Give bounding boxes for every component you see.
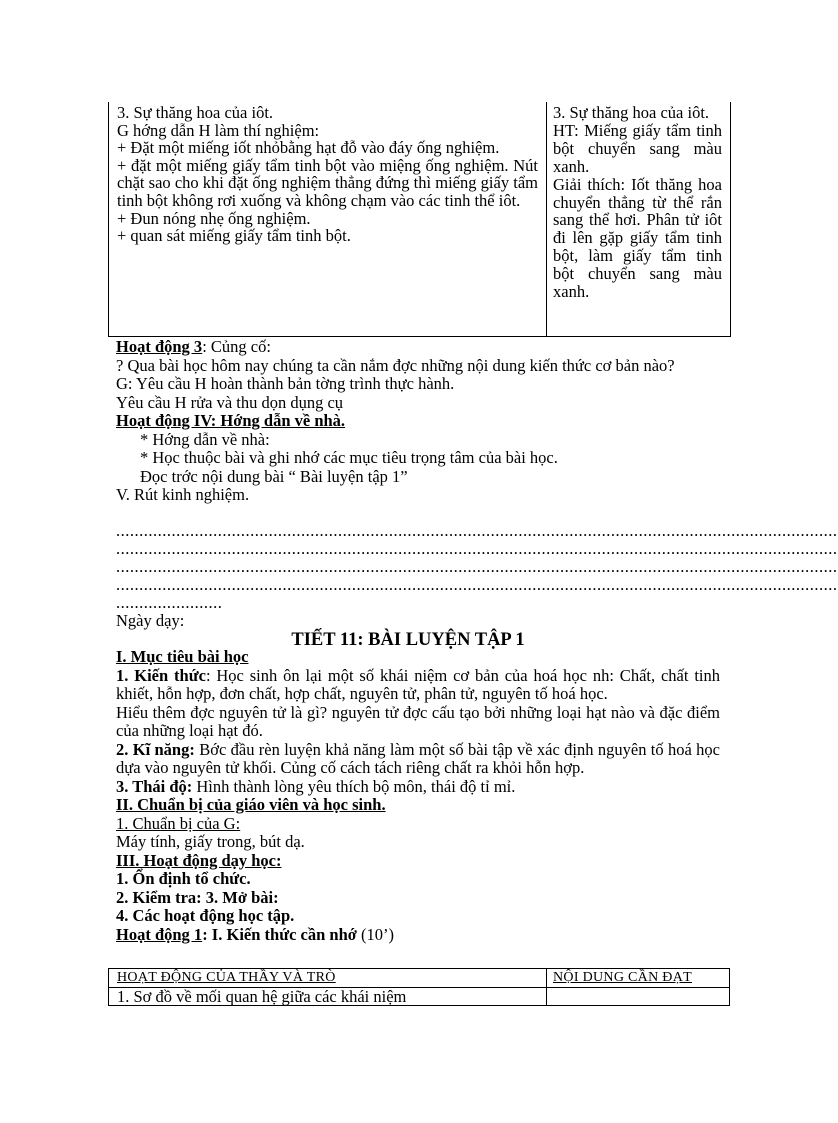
dotted-line: ............................................................................................................................................................ (116, 575, 838, 594)
section-2-text: Máy tính, giấy trong, bút dạ. (116, 832, 305, 851)
teacher-activity-cell (109, 102, 547, 336)
activity-4-line1: * Hớng dẫn về nhà: (140, 429, 270, 449)
section-3-heading: III. Hoạt động dạy học: (116, 850, 282, 870)
dotted-line: ............................................................................................................................................................ (116, 521, 838, 540)
section-2-heading: II. Chuẩn bị của giáo viên và học sinh. (116, 795, 386, 814)
column-divider (546, 969, 547, 1005)
dotted-line: ............................................................................................................................................................ (116, 557, 838, 576)
activity-3-g: G: Yêu cầu H hoàn thành bản tờng trình thực hành. (116, 374, 455, 393)
table-row-text: 1. Sơ đồ về mối quan hệ giữa các khái niệm (117, 987, 407, 1006)
activity-1-title: : I. Kiến thức cần nhớ (202, 924, 357, 944)
activity-3-y: Yêu cầu H rửa và thu dọn dụng cụ (116, 392, 344, 412)
knowledge-label: 1. Kiến thức (116, 665, 206, 685)
right-line: Giải thích: Iốt thăng hoa chuyển thẳng từ thể rắn sang thể hơi. Phân tử iôt đi lên gặp giấy tẩm tinh bột, làm giấy tẩm tinh bột chuyển sang màu xanh. (553, 174, 722, 302)
header-teacher-student: HOẠT ĐỘNG CỦA THẦY VÀ TRÒ (117, 970, 336, 985)
right-line: 3. Sự thăng hoa của iôt. (553, 103, 710, 122)
skills-text: Bớc đầu rèn luyện khả năng làm một số bài tập về xác định nguyên tố hoá học dựa vào nguyên tử khối. Củng cố cách tách riêng chất ra khỏi hỗn hợp. (116, 739, 720, 777)
content-cell (547, 102, 730, 336)
left-line: + quan sát miếng giấy tẩm tinh bột. (117, 226, 351, 246)
experiment-table (108, 102, 731, 337)
activity-4-line2: * Học thuộc bài và ghi nhớ các mục tiêu trọng tâm của bài học. (140, 448, 558, 467)
lesson-title: TIẾT 11: BÀI LUYỆN TẬP 1 (291, 630, 525, 650)
date-line: Ngày dạy: (116, 611, 185, 630)
activity-4-line3: Đọc trớc nội dung bài “ Bài luyện tập 1” (140, 466, 408, 486)
left-line: G hớng dẫn H làm thí nghiệm: (117, 120, 320, 140)
attitude-text: Hình thành lòng yêu thích bộ môn, thái độ tỉ mỉ. (192, 776, 516, 796)
skills-label: 2. Kĩ năng: (116, 739, 195, 759)
lesson-table (108, 968, 730, 1006)
experience-title: V. Rút kinh nghiệm. (116, 485, 250, 504)
knowledge-text: : Học sinh ôn lại một số khái niệm cơ bản của hoá học nh: Chất, chất tinh khiết, hỗn hợp, đơn chất, hợp chất, nguyên tử, phân tử, nguyên tố hoá học. (116, 665, 720, 703)
dotted-line: ............................................................................................................................................................ (116, 539, 838, 558)
activity-3-question: ? Qua bài học hôm nay chúng ta cần nắm đợc những nội dung kiến thức cơ bản nào? (116, 355, 675, 375)
activity-1-time: (10’) (356, 924, 395, 944)
section-2-sub: 1. Chuẩn bị của G: (116, 813, 241, 833)
attitude-label: 3. Thái độ: (116, 776, 193, 796)
activity-4-heading: Hoạt động IV: Hớng dẫn về nhà. (116, 411, 346, 430)
activity-1-label: Hoạt động 1 (116, 924, 203, 944)
activity-3-block (116, 338, 720, 505)
section-3-line1: 1. Ổn định tổ chức. (116, 869, 251, 888)
dotted-line-short: ....................... (116, 593, 223, 612)
section-1-heading: I. Mục tiêu bài học (116, 647, 249, 666)
lesson-body (116, 648, 720, 944)
left-line: + Đặt một miếng iốt nhỏbằng hạt đỗ vào đáy ống nghiệm. (117, 138, 500, 158)
section-3-line2: 2. Kiểm tra: 3. Mở bài: (116, 887, 279, 907)
activity-3-label: Hoạt động 3 (116, 337, 203, 356)
knowledge-text-2: Hiểu thêm đợc nguyên tử là gì? nguyên tử đợc cấu tạo bởi những loại hạt nào và đặc điểm của những loại hạt đó. (116, 702, 720, 740)
header-content: NỘI DUNG CẦN ĐẠT (553, 970, 692, 985)
section-3-line3: 4. Các hoạt động học tập. (116, 906, 295, 925)
activity-3-rest: : Củng cố: (202, 337, 271, 356)
left-line: + Đun nóng nhẹ ống nghiệm. (117, 208, 311, 228)
right-line: HT: Miếng giấy tẩm tinh bột chuyển sang màu xanh. (553, 120, 722, 176)
left-line: 3. Sự thăng hoa của iôt. (117, 103, 274, 122)
left-line: + đặt một miếng giấy tẩm tinh bột vào miệng ống nghiệm. Nút chặt sao cho khi đặt ống nghiệm thẳng đứng thì miếng giấy tẩm tinh bột không rơi xuống và không chạm vào các tinh thể iôt. (117, 155, 538, 210)
